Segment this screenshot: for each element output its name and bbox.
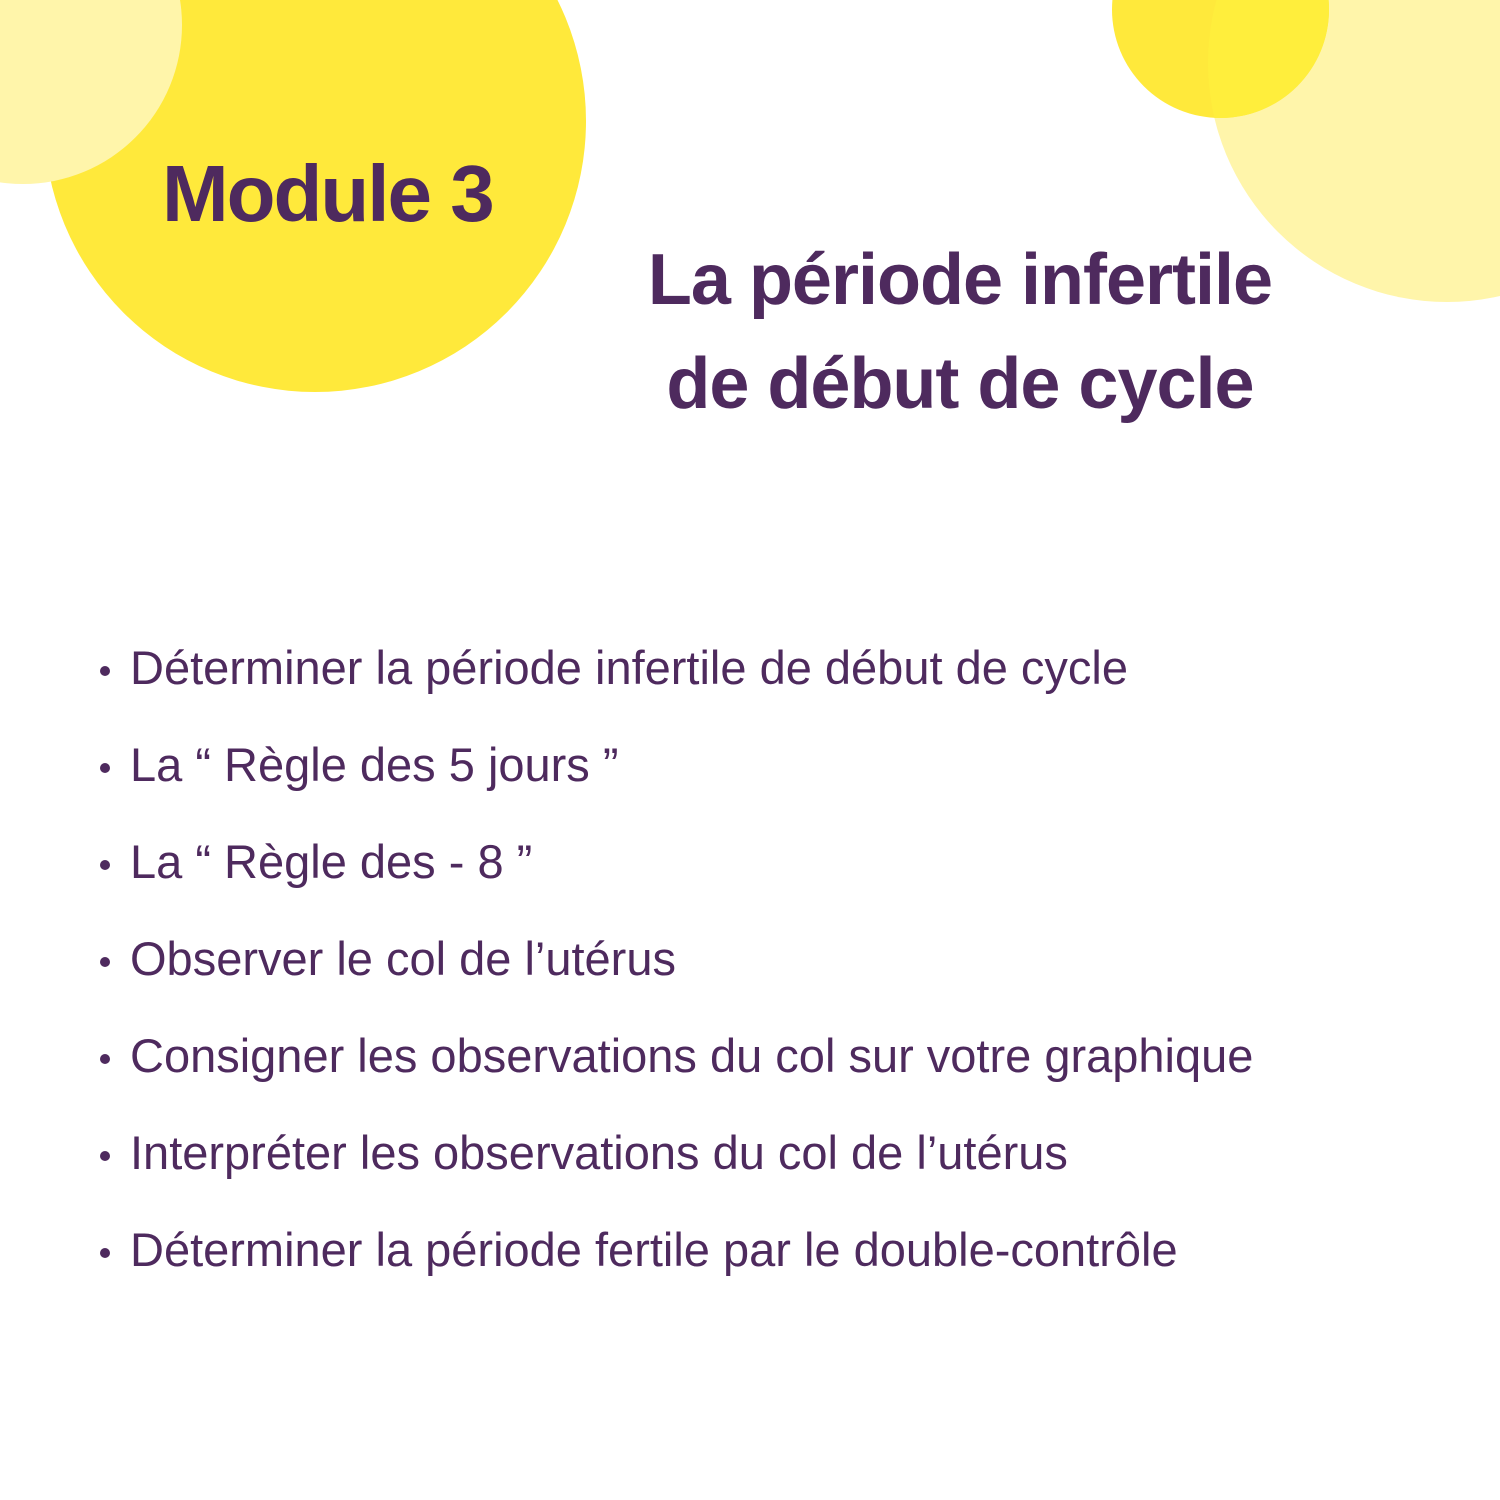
topic-text: Interpréter les observations du col de l’utérus [130,1126,1068,1179]
topic-item-4 [96,929,1253,1026]
topic-item-6 [96,1123,1253,1220]
topic-item-1 [96,638,1253,735]
bullet-icon [100,1248,110,1258]
topic-text: Déterminer la période infertile de début de cycle [130,641,1128,694]
page-title-line-1: La période infertile [647,240,1273,320]
bullet-icon [100,1151,110,1161]
topic-text: La “ Règle des - 8 ” [130,835,533,888]
bullet-icon [100,763,110,773]
topic-item-7 [96,1220,1253,1317]
topic-text: La “ Règle des 5 jours ” [130,738,619,791]
topic-item-5 [96,1026,1253,1123]
topic-item-3 [96,832,1253,929]
page-title [560,228,1360,436]
bullet-icon [100,1054,110,1064]
bullet-icon [100,860,110,870]
bullet-icon [100,666,110,676]
bullet-icon [100,957,110,967]
topic-text: Consigner les observations du col sur votre graphique [130,1029,1254,1082]
topic-text: Observer le col de l’utérus [130,932,676,985]
page-title-line-2: de début de cycle [666,344,1254,424]
topic-item-2 [96,735,1253,832]
topic-list [96,638,1253,1317]
decor-circle-overlap [1112,0,1329,118]
module-label: Module 3 [162,149,493,238]
topic-text: Déterminer la période fertile par le double-contrôle [130,1223,1178,1276]
